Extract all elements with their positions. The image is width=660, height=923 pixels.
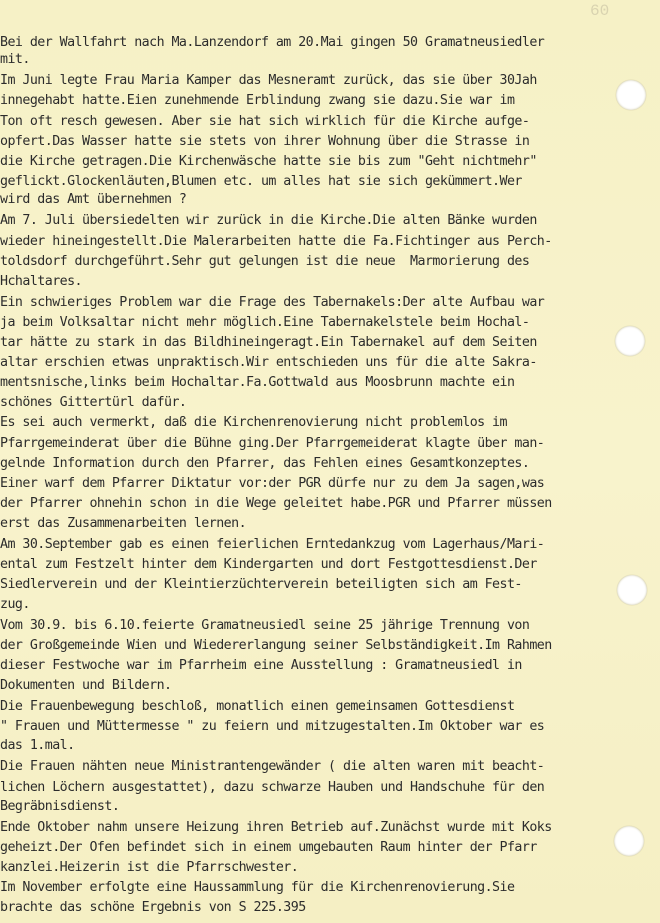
text-line: innegehabt hatte.Eien zunehmende Erblindung zwang sie dazu.Sie war im <box>0 93 515 108</box>
text-line: das 1.mal. <box>0 738 75 753</box>
text-line: Ein schwieriges Problem war die Frage des Tabernakels:Der alte Aufbau war <box>0 295 545 310</box>
text-line: opfert.Das Wasser hatte sie stets von ihrer Wohnung über die Strasse in <box>0 134 530 149</box>
punch-hole <box>615 326 645 356</box>
text-line: der Großgemeinde Wien und Wiedererlangung seiner Selbständigkeit.Im Rahmen <box>0 638 552 653</box>
punch-hole <box>616 80 646 110</box>
text-line: Siedlerverein und der Kleintierzüchterverein beteiligten sich am Fest- <box>0 577 522 592</box>
text-line: ental zum Festzelt hinter dem Kindergarten und dort Festgottesdienst.Der <box>0 557 537 572</box>
text-line: Bei der Wallfahrt nach Ma.Lanzendorf am 20.Mai gingen 50 Gramatneusiedler <box>0 35 545 50</box>
text-line: Die Frauenbewegung beschloß, monatlich einen gemeinsamen Gottesdienst <box>0 699 515 714</box>
text-line: geflickt.Glockenläuten,Blumen etc. um alles hat sie sich gekümmert.Wer <box>0 174 522 189</box>
page-number: 60 <box>590 2 610 20</box>
text-line: ja beim Volksaltar nicht mehr möglich.Eine Tabernakelstele beim Hochal- <box>0 315 530 330</box>
text-line: die Kirche getragen.Die Kirchenwäsche hatte sie bis zum "Geht nichtmehr" <box>0 154 537 169</box>
text-line: toldsdorf durchgeführt.Sehr gut gelungen ist die neue Marmorierung des <box>0 254 530 269</box>
text-line: wird das Amt übernehmen ? <box>0 192 187 207</box>
text-line: dieser Festwoche war im Pfarrheim eine Ausstellung : Gramatneusiedl in <box>0 658 522 673</box>
text-line: der Pfarrer ohnehin schon in die Wege geleitet habe.PGR und Pfarrer müssen <box>0 496 552 511</box>
text-line: geheizt.Der Ofen befindet sich in einem umgebauten Raum hinter der Pfarr <box>0 840 537 855</box>
text-line: Hchaltares. <box>0 274 83 289</box>
text-line: schönes Gittertürl dafür. <box>0 395 187 410</box>
text-line: Am 7. Juli übersiedelten wir zurück in die Kirche.Die alten Bänke wurden <box>0 213 537 228</box>
text-line: Begräbnisdienst. <box>0 799 120 814</box>
text-line: mentsnische,links beim Hochaltar.Fa.Gottwald aus Moosbrunn machte ein <box>0 375 515 390</box>
text-line: Im November erfolgte eine Haussammlung für die Kirchenrenovierung.Sie <box>0 880 515 895</box>
text-line: Ende Oktober nahm unsere Heizung ihren Betrieb auf.Zunächst wurde mit Koks <box>0 820 552 835</box>
text-line: gelnde Information durch den Pfarrer, das Fehlen eines Gesamtkonzeptes. <box>0 456 530 471</box>
text-line: mit. <box>0 52 30 67</box>
text-line: Vom 30.9. bis 6.10.feierte Gramatneusiedl seine 25 jährige Trennung von <box>0 618 530 633</box>
text-line: tar hätte zu stark in das Bildhineingeragt.Ein Tabernakel auf dem Seiten <box>0 335 537 350</box>
text-line: wieder hineingestellt.Die Malerarbeiten hatte die Fa.Fichtinger aus Perch- <box>0 234 552 249</box>
text-line: lichen Löchern ausgestattet), dazu schwarze Hauben und Handschuhe für den <box>0 780 545 795</box>
text-line: brachte das schöne Ergebnis von S 225.395 <box>0 900 306 915</box>
text-line: altar erschien etwas unpraktisch.Wir entschieden uns für die alte Sakra- <box>0 355 537 370</box>
text-line: kanzlei.Heizerin ist die Pfarrschwester. <box>0 860 299 875</box>
text-line: Am 30.September gab es einen feierlichen Erntedankzug vom Lagerhaus/Mari- <box>0 537 545 552</box>
text-line: Einer warf dem Pfarrer Diktatur vor:der PGR dürfe nur zu dem Ja sagen,was <box>0 476 545 491</box>
punch-hole <box>614 826 644 856</box>
text-line: Pfarrgemeinderat über die Bühne ging.Der Pfarrgemeiderat klagte über man- <box>0 436 545 451</box>
text-line: Im Juni legte Frau Maria Kamper das Mesneramt zurück, das sie über 30Jah <box>0 73 537 88</box>
text-line: zug. <box>0 597 30 612</box>
text-line: " Frauen und Müttermesse " zu feiern und mitzugestalten.Im Oktober war es <box>0 719 545 734</box>
text-line: Ton oft resch gewesen. Aber sie hat sich wirklich für die Kirche aufge- <box>0 114 530 129</box>
text-line: Es sei auch vermerkt, daß die Kirchenrenovierung nicht problemlos im <box>0 415 507 430</box>
text-line: Dokumenten und Bildern. <box>0 678 172 693</box>
punch-hole <box>617 575 647 605</box>
text-line: erst das Zusammenarbeiten lernen. <box>0 516 247 531</box>
text-line: Die Frauen nähten neue Ministrantengewänder ( die alten waren mit beacht- <box>0 759 545 774</box>
